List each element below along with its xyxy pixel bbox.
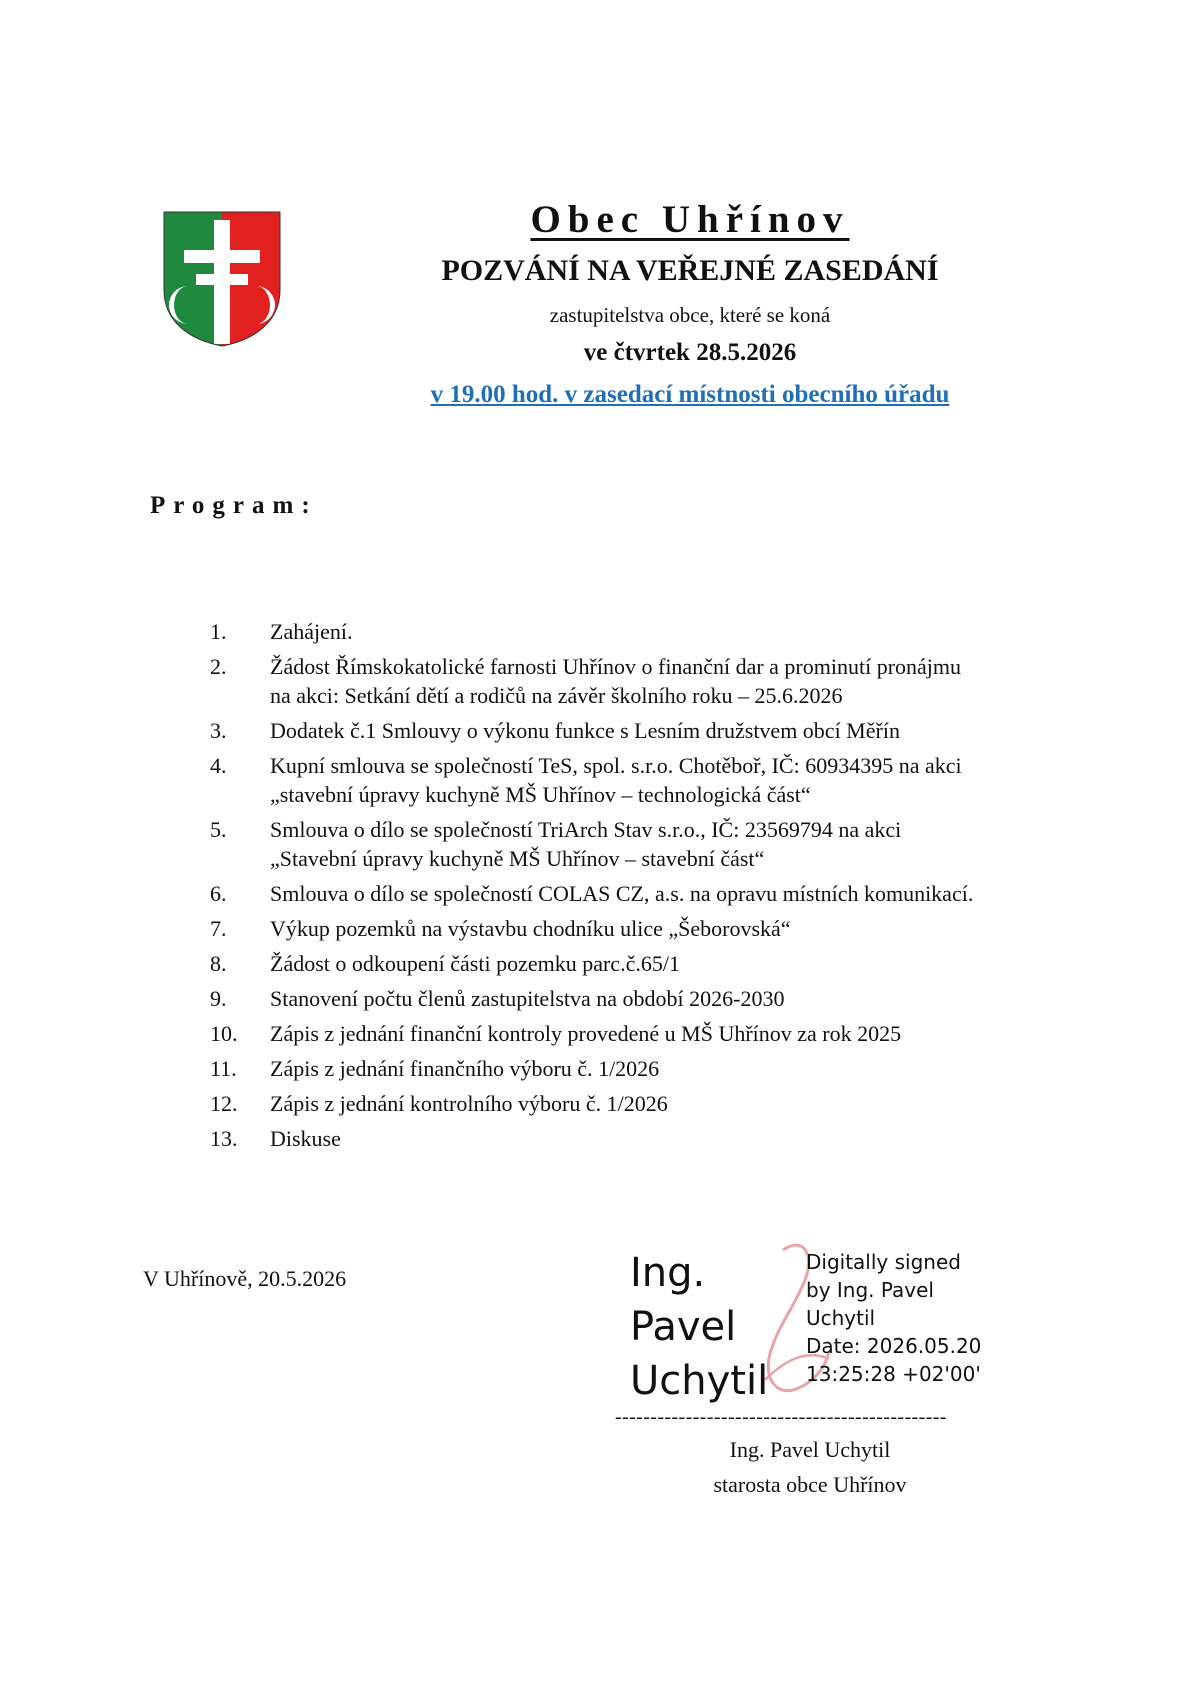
agenda-item-text: Smlouva o dílo se společností COLAS CZ, a.s. na opravu místních komunikací. [270,881,974,906]
agenda-item-number: 8. [210,951,227,976]
agenda-item [210,1121,1110,1156]
agenda-item [210,812,1110,876]
agenda-item [210,946,1110,981]
signature-line: ----------------------------------------------- [615,1406,947,1428]
agenda-item-number: 10. [210,1021,238,1046]
council-subline: zastupitelstva obce, které se koná [549,303,831,327]
agenda-item [210,1016,1110,1051]
signature-details: Digitally signed by Ing. Pavel Uchytil Date: 2026.05.20 13:25:28 +02'00' [806,1250,982,1386]
agenda-item-text: Výkup pozemků na výstavbu chodníku ulice „Šeborovská“ [270,916,791,941]
program-heading: Program: [150,492,318,519]
agenda-item [210,1086,1110,1121]
document-header [390,195,990,415]
meeting-place-link[interactable]: v 19.00 hod. v zasedací místnosti obecního úřadu [430,381,950,408]
agenda-item [210,649,1110,713]
invitation-title: POZVÁNÍ NA VEŘEJNÉ ZASEDÁNÍ [441,254,939,287]
signer-role: starosta obce Uhřínov [713,1472,907,1497]
agenda-item-text: Zápis z jednání finančního výboru č. 1/2026 [270,1056,660,1081]
coat-of-arms-icon [162,210,282,348]
agenda-item [210,713,1110,748]
agenda-item [210,748,1110,812]
digital-signature [630,1240,1020,1420]
agenda-item [210,981,1110,1016]
agenda-item-number: 1. [210,619,227,644]
place-date: V Uhřínově, 20.5.2026 [143,1266,347,1291]
agenda-item-number: 5. [210,817,227,842]
agenda-list [210,614,1110,1156]
agenda-item-number: 13. [210,1126,238,1151]
agenda-item-number: 6. [210,881,227,906]
agenda-item-text: Žádost Římskokatolické farnosti Uhřínov o finanční dar a prominutí pronájmu na akci: Setkání dětí a rodičů na závěr školního roku – 25.6.2026 [270,654,962,708]
agenda-item [210,1051,1110,1086]
agenda-item-text: Zápis z jednání kontrolního výboru č. 1/2026 [270,1091,668,1116]
agenda-item-text: Zápis z jednání finanční kontroly provedené u MŠ Uhřínov za rok 2025 [270,1021,902,1046]
agenda-item-text: Smlouva o dílo se společností TriArch Stav s.r.o., IČ: 23569794 na akci „Stavební úpravy kuchyně MŠ Uhřínov – stavební část“ [270,817,902,871]
agenda-item-text: Žádost o odkoupení části pozemku parc.č.65/1 [270,951,680,976]
signer-name: Ing. Pavel Uchytil [729,1437,891,1462]
agenda-item [210,911,1110,946]
agenda-item-text: Dodatek č.1 Smlouvy o výkonu funkce s Lesním družstvem obcí Měřín [270,718,900,743]
agenda-item-number: 7. [210,916,227,941]
agenda-item-number: 2. [210,654,227,679]
agenda-item-text: Zahájení. [270,619,353,644]
agenda-item [210,614,1110,649]
agenda-item-number: 11. [210,1056,237,1081]
agenda-item-text: Stanovení počtu členů zastupitelstva na období 2026-2030 [270,986,785,1011]
agenda-item-number: 9. [210,986,227,1011]
village-title: Obec Uhřínov [530,198,850,241]
agenda-item [210,876,1110,911]
agenda-item-number: 12. [210,1091,238,1116]
agenda-item-number: 3. [210,718,227,743]
agenda-item-text: Diskuse [270,1126,341,1151]
meeting-date: ve čtvrtek 28.5.2026 [583,339,797,366]
agenda-item-number: 4. [210,753,227,778]
agenda-item-text: Kupní smlouva se společností TeS, spol. s.r.o. Chotěboř, IČ: 60934395 na akci „stavební úpravy kuchyně MŠ Uhřínov – technologická část“ [270,753,962,807]
signature-name: Ing. Pavel Uchytil [630,1250,769,1404]
